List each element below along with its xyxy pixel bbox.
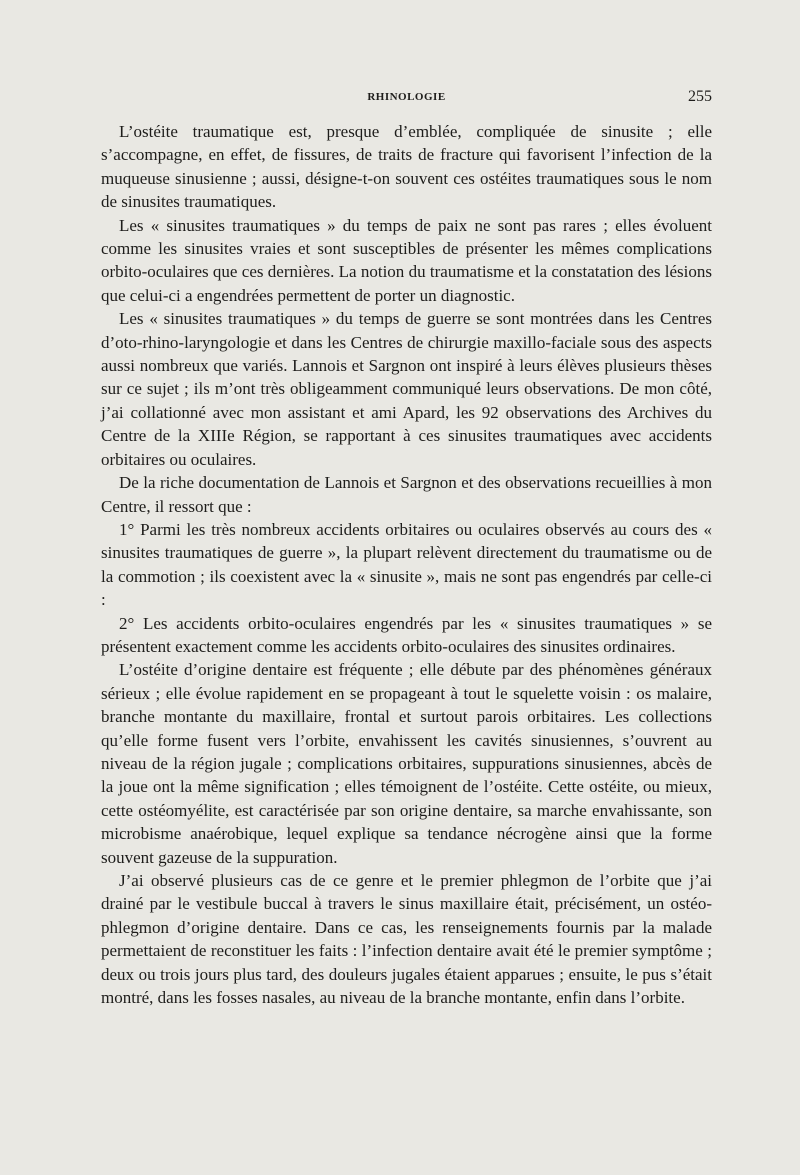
paragraph-osteite-dentaire: L’ostéite d’origine dentaire est fréquente ; elle débute par des phénomènes généraux sérieux ; elle évolue rapidement en se propageant à tout le squelette voisin : os malaire, branche montante du maxillaire, frontal et surtout parois orbitaires. Les collections qu’elle forme fusent vers l’orbite, envahissent les cavités sinusiennes, s’ouvrent au niveau de la région jugale ; complications orbitaires, suppurations sinusiennes, abcès de la joue ont la même signification ; elles témoignent de l’ostéite. Cette ostéite, ou mieux, cette ostéomyélite, est caractérisée par son origine dentaire, sa marche envahissante, son microbisme anaérobique, lequel explique sa tendance nécrogène ainsi que la forme souvent gazeuse de la suppuration.	[101, 660, 712, 867]
page-body	[101, 120, 712, 1009]
paragraph-point-2: 2° Les accidents orbito-oculaires engendrés par les « sinusites traumatiques » se présentent exactement comme les accidents orbito-oculaires des sinusites ordinaires.	[101, 613, 712, 656]
page-header	[101, 88, 712, 108]
paragraph-sinusites-guerre: Les « sinusites traumatiques » du temps de guerre se sont montrées dans les Centres d’oto-rhino-laryngologie et dans les Centres de chirurgie maxillo-faciale sous des aspects aussi nombreux que variés. Lannois et Sargnon ont inspiré à leurs élèves plusieurs thèses sur ce sujet ; ils m’ont très obligeamment communiqué leurs observations. De mon côté, j’ai collationné avec mon assistant et ami Apard, les 92 observations des Archives du Centre de la XIIIe Région, se rapportant à ces sinusites traumatiques avec accidents orbitaires ou oculaires.	[101, 309, 712, 469]
running-head: RHINOLOGIE	[367, 91, 446, 103]
paragraph-point-1: 1° Parmi les très nombreux accidents orbitaires ou oculaires observés au cours des « sinusites traumatiques de guerre », la plupart relèvent directement du traumatisme ou de la commotion ; ils coexistent avec la « sinusite », mais ne sont pas engendrés par celle-ci :	[101, 519, 712, 610]
page-number: 255	[688, 88, 712, 105]
paragraph-sinusites-paix: Les « sinusites traumatiques » du temps de paix ne sont pas rares ; elles évoluent comme les sinusites vraies et sont susceptibles de présenter les mêmes complications orbito-oculaires que ces dernières. La notion du traumatisme et la constatation des lésions que celui-ci a engendrées permettent de porter un diagnostic.	[101, 215, 712, 305]
paragraph-observation: J’ai observé plusieurs cas de ce genre et le premier phlegmon de l’orbite que j’ai drainé par le vestibule buccal à travers le sinus maxillaire était, précisément, un ostéo-phlegmon d’origine dentaire. Dans ce cas, les renseignements fournis par la malade permettaient de reconstituer les faits : l’infection dentaire avait été le premier symptôme ; deux ou trois jours plus tard, des douleurs jugales étaient apparues ; ensuite, le pus s’était montré, dans les fosses nasales, au niveau de la branche montante, enfin dans l’orbite.	[101, 871, 712, 1008]
paragraph-documentation: De la riche documentation de Lannois et Sargnon et des observations recueillies à mon Centre, il ressort que :	[101, 473, 712, 516]
paragraph-osteite-traumatique: L’ostéite traumatique est, presque d’emblée, compliquée de sinusite ; elle s’accompagne, en effet, de fissures, de traits de fracture qui favorisent l’infection de la muqueuse sinusienne ; aussi, désigne-t-on souvent ces ostéites traumatiques sous le nom de sinusites traumatiques.	[101, 122, 712, 212]
